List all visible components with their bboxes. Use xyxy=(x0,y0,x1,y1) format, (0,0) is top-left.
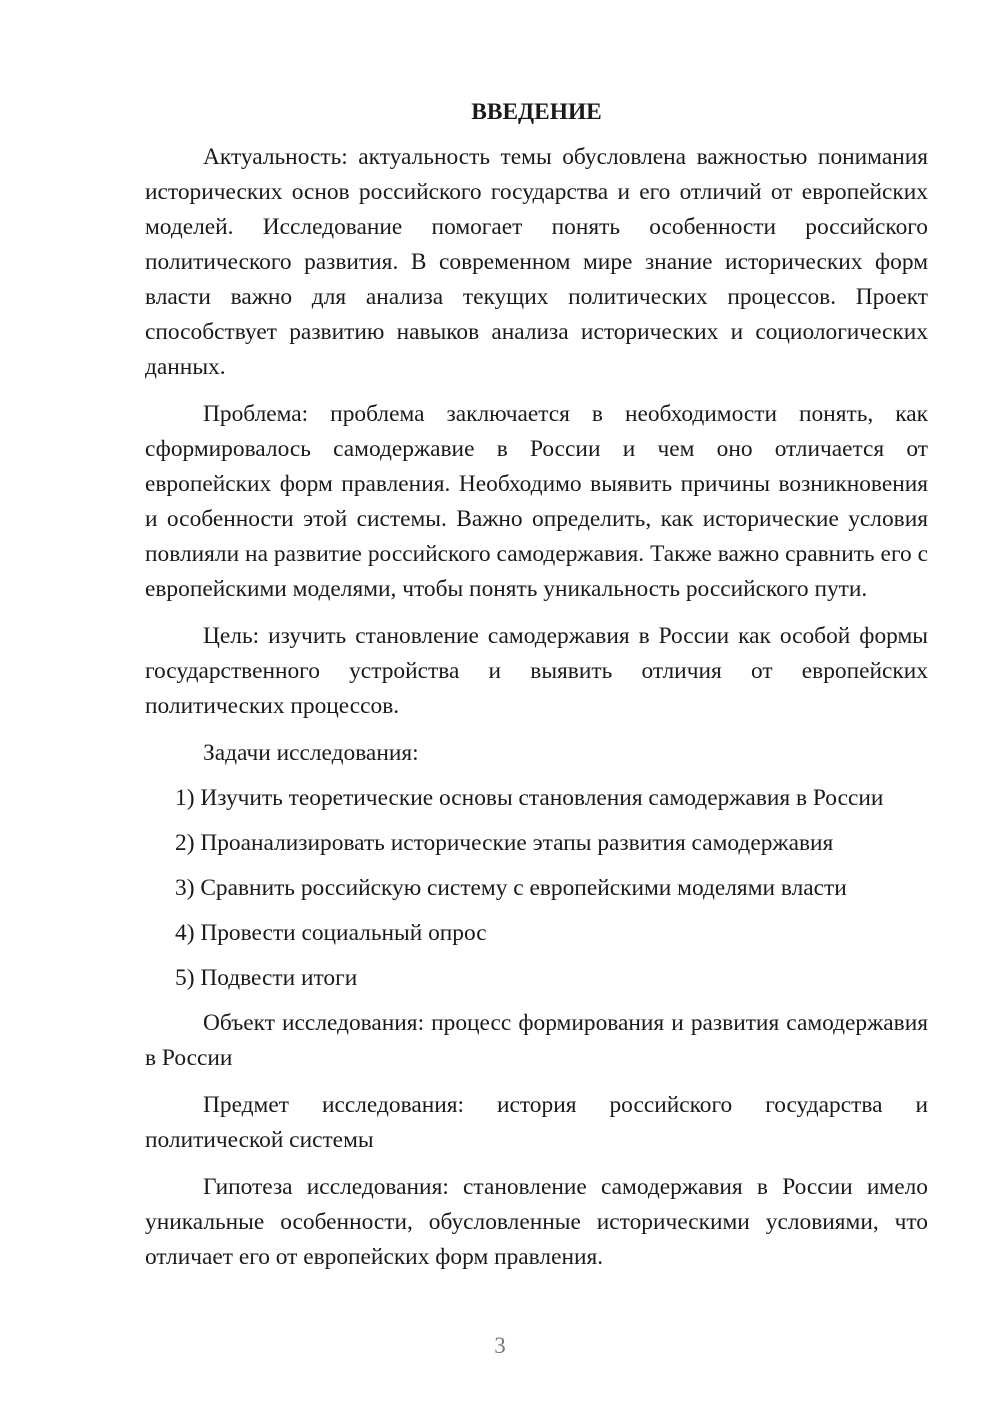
tasks-heading: Задачи исследования: xyxy=(203,740,419,766)
task-item: 4) Провести социальный опрос xyxy=(175,920,487,946)
task-item: 5) Подвести итоги xyxy=(175,965,358,991)
paragraph-object: Объект исследования: процесс формирования и развития самодержавия в России xyxy=(145,1010,928,1071)
paragraph-subject: Предмет исследования: история российского государства и политической системы xyxy=(145,1092,928,1153)
paragraph-goal: Цель: изучить становление самодержавия в России как особой формы государственного устройства и выявить отличия от европейских политических процессов. xyxy=(145,623,928,719)
section-title: ВВЕДЕНИЕ xyxy=(471,99,602,125)
paragraph-hypothesis: Гипотеза исследования: становление самодержавия в России имело уникальные особенности, обусловленные историческими условиями, что отличает его от европейских форм правления. xyxy=(145,1174,928,1270)
paragraph-relevance: Актуальность: актуальность темы обусловлена важностью понимания исторических основ российского государства и его отличий от европейских моделей. Исследование помогает понять особенности российского политического развития. В современном мире знание исторических форм власти важно для анализа текущих политических процессов. Проект способствует развитию навыков анализа исторических и социологических данных. xyxy=(145,144,928,380)
page-content xyxy=(145,95,928,1287)
paragraph-problem: Проблема: проблема заключается в необходимости понять, как сформировалось самодержавие в России и чем оно отличается от европейских форм правления. Необходимо выявить причины возникновения и особенности этой системы. Важно определить, как исторические условия повлияли на развитие российского самодержавия. Также важно сравнить его с европейскими моделями, чтобы понять уникальность российского пути. xyxy=(145,401,928,602)
task-item: 2) Проанализировать исторические этапы развития самодержавия xyxy=(175,830,834,856)
page-number: 3 xyxy=(494,1333,506,1358)
task-item: 3) Сравнить российскую систему с европейскими моделями власти xyxy=(175,875,847,901)
task-item: 1) Изучить теоретические основы становления самодержавия в России xyxy=(175,785,884,811)
